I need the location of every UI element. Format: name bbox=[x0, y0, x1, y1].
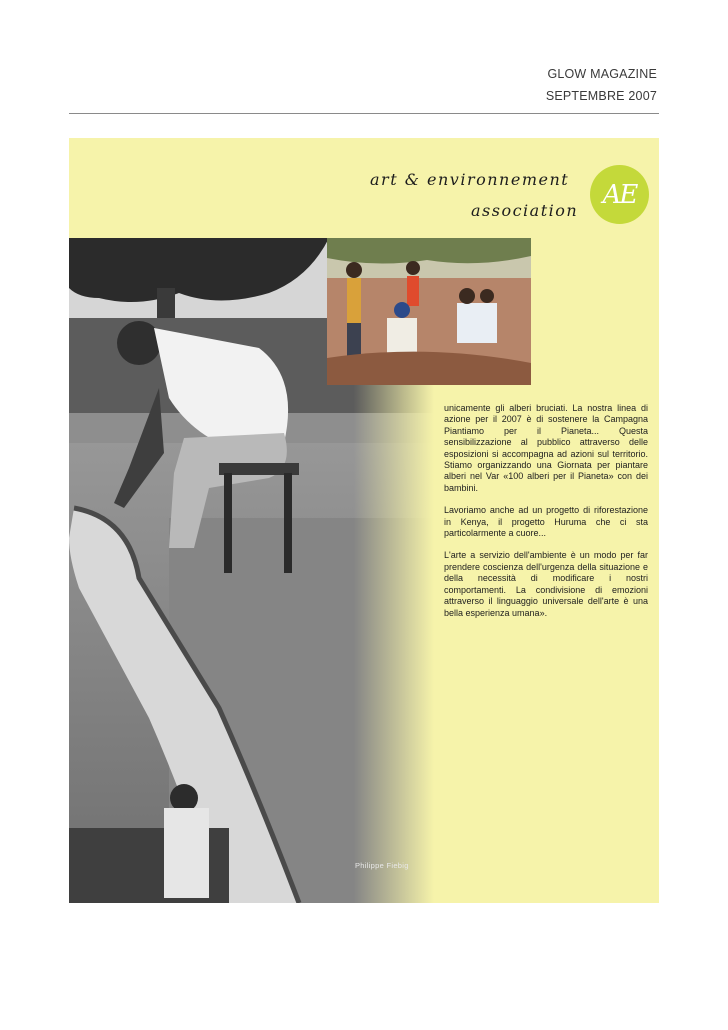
paragraph: L'arte a servizio dell'ambiente è un modo per far prendere coscienza dell'urgenza della situazione e della necessità di modificare i nostri comportamenti. La condivisione di emozioni attraverso il linguaggio universale dell'arte è una bella esperienza umana». bbox=[444, 550, 648, 618]
magazine-title: GLOW MAGAZINE bbox=[547, 67, 657, 81]
article-body bbox=[444, 403, 648, 630]
brand-line-2: association bbox=[471, 201, 579, 220]
brand-line-1: art & environnement bbox=[370, 170, 570, 189]
issue-date: SEPTEMBRE 2007 bbox=[545, 89, 657, 103]
paragraph: unicamente gli alberi bruciati. La nostra linea di azione per il 2007 è di sostenere la Campagna Piantiamo per il Pianeta... Questa sensibilizzazione al pubblico attraverso delle esposizioni si accompagna ad azioni sul territorio. Stiamo organizzando una Giornata per piantare alberi nel Var «100 alberi per il Pianeta» con dei bambini. bbox=[444, 403, 648, 493]
header-divider bbox=[69, 113, 659, 114]
photo-credit: Philippe Fiebig bbox=[355, 861, 409, 870]
paragraph: Lavoriamo anche ad un progetto di riforestazione in Kenya, il progetto Huruma che ci sta particolarmente a cuore... bbox=[444, 505, 648, 539]
magazine-page bbox=[69, 138, 659, 903]
ae-logo: AE bbox=[590, 165, 649, 224]
children-planting-photo bbox=[327, 238, 531, 385]
